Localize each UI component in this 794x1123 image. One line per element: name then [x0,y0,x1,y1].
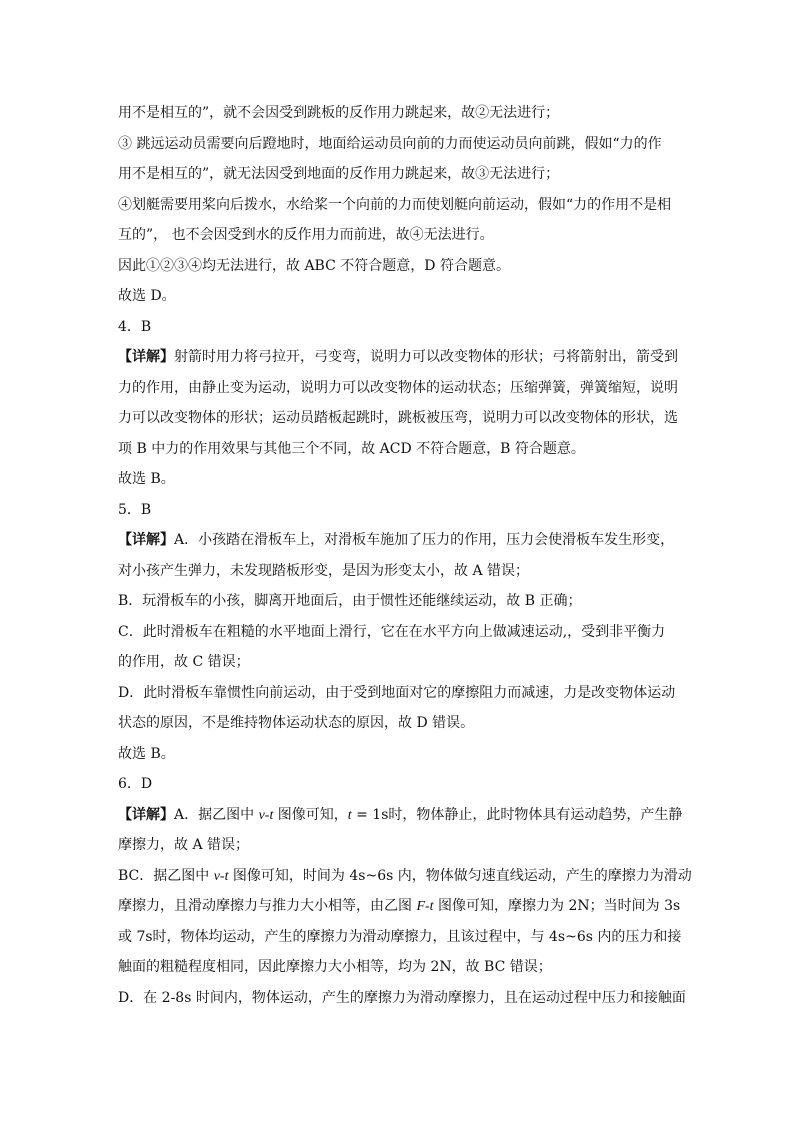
text-line [118,434,678,465]
text-line [118,647,678,678]
text-segment: B．玩滑板车的小孩，脚离开地面后，由于惯性还能继续运动，故 B 正确； [118,593,582,609]
text-segment: 用不是相互的”，就无法因受到地面的反作用力跳起来，故③无法进行； [118,166,560,182]
section-label: 【详解】 [118,349,174,365]
text-segment: D．此时滑板车靠惯性向前运动，由于受到地面对它的摩擦阻力而减速，力是改变物体运动 [118,684,676,701]
text-segment: A．据乙图中 [174,806,259,823]
text-line [118,983,686,1014]
text-segment: v-t [258,807,274,823]
text-segment: 摩擦力，故 A 错误； [118,837,250,853]
text-line [118,464,678,495]
text-segment: BC．据乙图中 [118,867,214,884]
text-line [118,159,678,190]
text-segment: 故选 B。 [118,745,175,762]
section-label: 【详解】 [118,532,174,548]
text-line [118,129,678,160]
text-segment: ③ 跳远运动员需要向后蹬地时，地面给运动员向前的力而使运动员向前跳，假如“力的作 [118,135,662,152]
text-segment: 故选 D。 [118,288,176,304]
text-segment: 力可以改变物体的形状；运动员踏板起跳时，跳板被压弯，说明力可以改变物体的形状，选 [118,410,678,426]
text-line [118,678,678,709]
text-segment: 的作用，故 C 错误； [118,654,250,670]
text-segment: 故选 B。 [118,471,175,487]
text-segment: 状态的原因，不是维持物体运动状态的原因，故 D 错误。 [118,715,475,731]
text-segment: 力的作用，由静止变为运动，说明力可以改变物体的运动状态；压缩弹簧，弹簧缩短，说明 [118,379,678,396]
text-segment: 用不是相互的”，就不会因受到跳板的反作用力跳起来，故②无法进行； [118,105,560,121]
text-line [118,891,681,922]
text-line [118,281,678,312]
text-segment: 或 7s时，物体均运动，产生的摩擦力为滑动摩擦力，且该过程中，与 4s~6s 内的压力和接 [118,928,682,945]
text-segment: A．小孩踏在滑板车上，对滑板车施加了压力的作用，压力会使滑板车发生形变， [174,532,675,548]
text-line [118,922,682,953]
text-segment: 4．B [118,318,152,335]
text-line [118,98,678,129]
text-segment: 5．B [118,501,152,518]
text-line [118,739,678,770]
text-line [118,251,678,282]
text-line [118,190,678,221]
text-line [118,769,678,800]
text-segment: 摩擦力，且滑动摩擦力与推力大小相等，由乙图 [118,898,417,914]
text-line [118,312,678,343]
text-segment: 对小孩产生弹力，未发现踏板形变，是因为形变太小，故 A 错误； [118,562,530,579]
text-line [118,830,678,861]
text-line [118,800,683,831]
text-line [118,373,678,404]
text-segment: D．在 2-8s 时间内，物体运动，产生的摩擦力为滑动摩擦力，且在运动过程中压力和接触面 [118,989,686,1006]
text-segment: t [347,807,352,823]
text-segment: 互的”， 也不会因受到水的反作用力而前进，故④无法进行。 [118,227,494,243]
text-segment: 图像可知， [273,806,348,823]
section-label: 【详解】 [118,806,174,823]
text-line [118,952,678,983]
text-segment: 因此①②③④均无法进行，故 ABC 不符合题意，D 符合题意。 [118,257,510,274]
text-line [118,617,678,648]
text-segment: 6．D [118,776,153,792]
text-line [118,220,678,251]
text-line [118,586,678,617]
text-line [118,342,678,373]
text-segment: C．此时滑板车在粗糙的水平地面上滑行，它在在水平方向上做减速运动,，受到非平衡力 [118,623,666,640]
text-segment: 项 B 中力的作用效果与其他三个不同，故 ACD 不符合题意，B 符合题意。 [118,440,585,457]
document-body [118,98,692,1013]
text-segment: 射箭时用力将弓拉开，弓变弯，说明力可以改变物体的形状；弓将箭射出，箭受到 [174,349,678,365]
text-segment: F-t [416,899,434,914]
text-segment: v-t [213,868,229,884]
text-line [118,495,678,526]
text-line [118,525,678,556]
text-line [118,861,692,892]
text-segment: ④划艇需要用桨向后拨水，水给桨一个向前的力而使划艇向前运动，假如“力的作用不是相 [118,196,672,213]
text-line [118,403,678,434]
text-segment: = 1s时，物体静止，此时物体具有运动趋势，产生静 [351,806,683,823]
text-line [118,708,678,739]
text-segment: 触面的粗糙程度相同，因此摩擦力大小相等，均为 2N，故 BC 错误； [118,959,552,975]
text-line [118,556,678,587]
text-segment: 图像可知，时间为 4s~6s 内，物体做匀速直线运动，产生的摩擦力为滑动 [228,867,692,884]
text-segment: 图像可知，摩擦力为 2N；当时间为 3s [433,898,681,914]
